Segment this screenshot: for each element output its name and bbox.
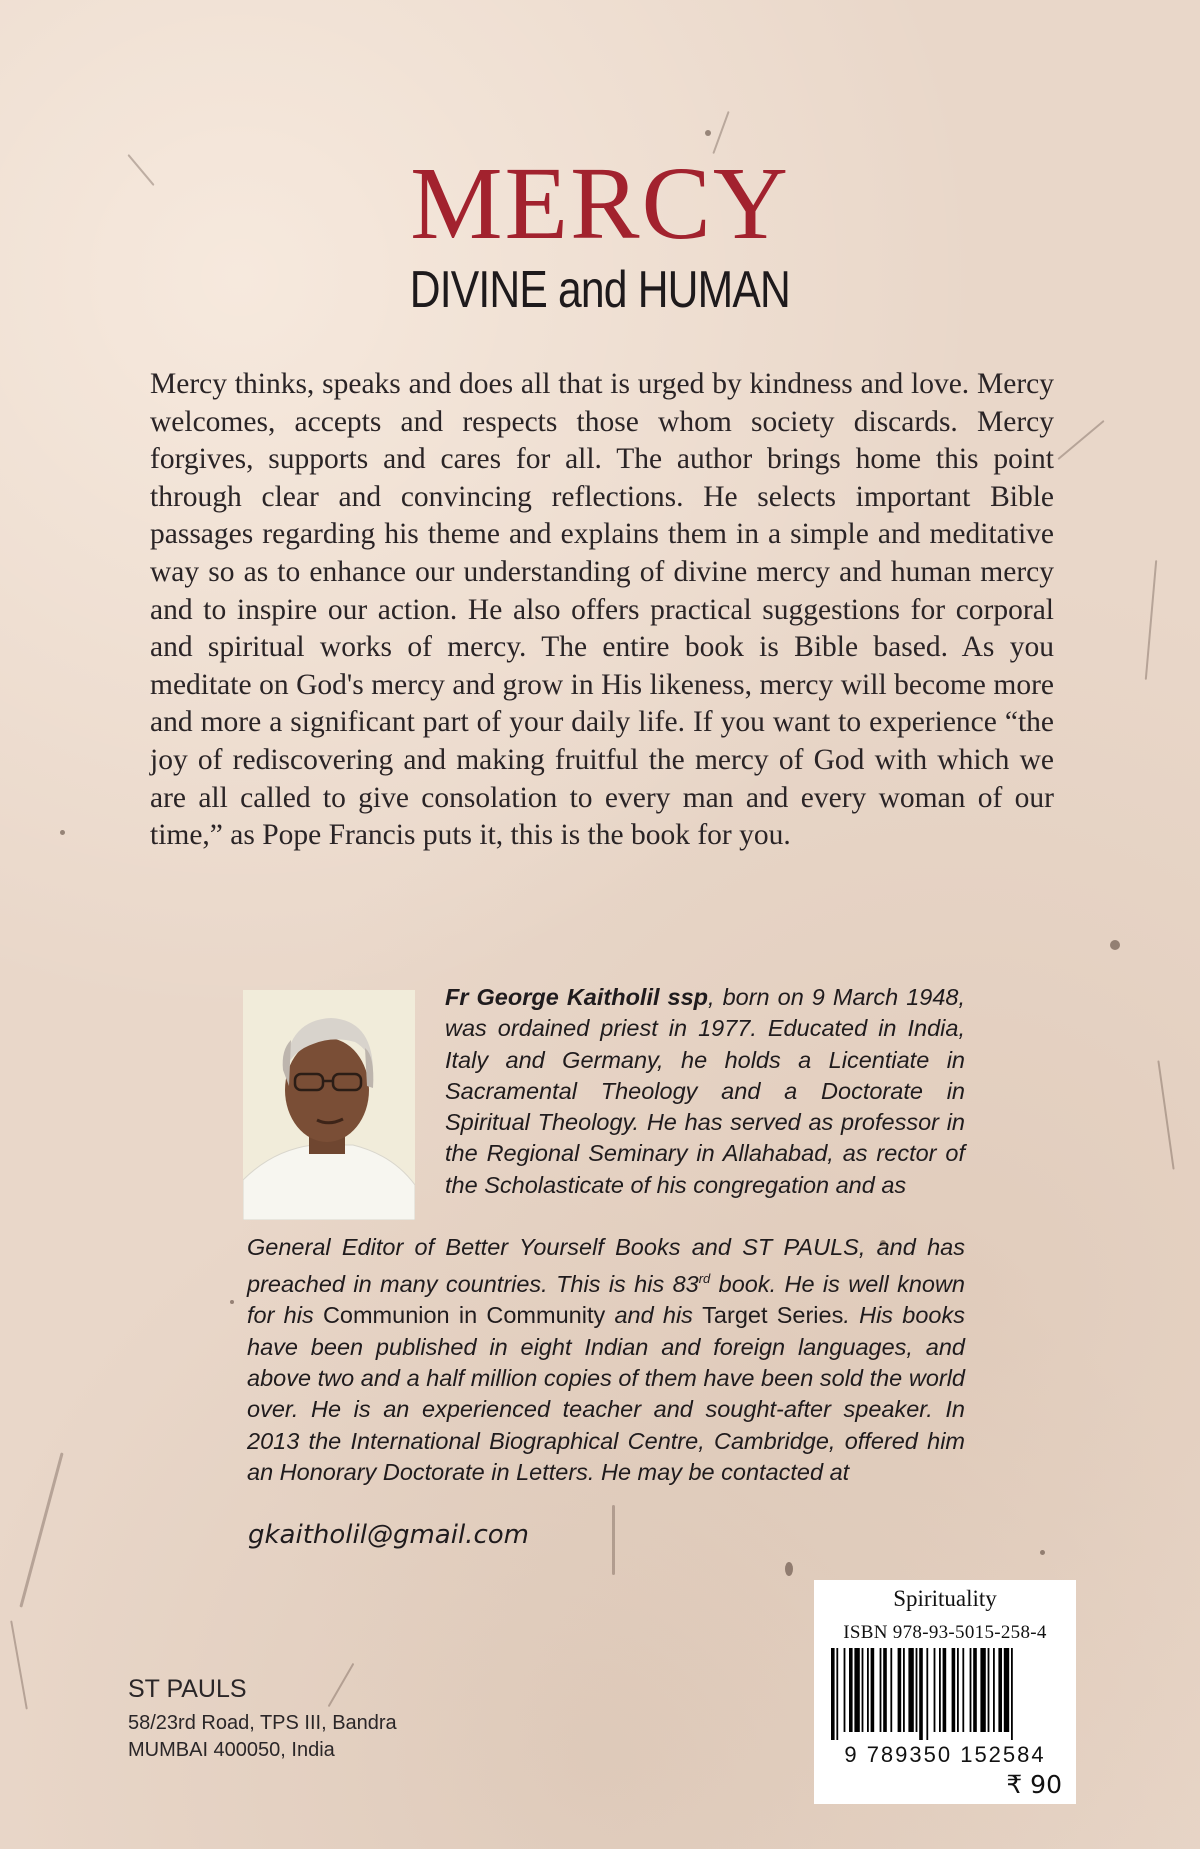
bio-text-5: . His books have been published in eight Indian and foreign languages, and above two and a half million copies of them have been sold the world over. He is an experienced teacher and sought-after speaker. In 2013 the International Biographical Centre, Cambridge, offered him an Honorary Doctorate in Letters. He may be contacted at (247, 1302, 965, 1485)
title-block (0, 146, 1200, 319)
book-description: Mercy thinks, speaks and does all that is urged by kindness and love. Mercy welcomes, accepts and respects those whom society discards. Mercy forgives, supports and cares for all. The author brings home this point through clear and convincing reflections. He selects important Bible passages regarding his theme and explains them in a simple and meditative way so as to enhance our understanding of divine mercy and human mercy and to inspire our action. He also offers practical suggestions for corporal and spiritual works of mercy. The entire book is Bible based. As you meditate on God's mercy and grow in His likeness, mercy will become more and more a significant part of your daily life. If you want to experience “the joy of rediscovering and making fruitful the mercy of God with which we are all called to give consolation to every man and every woman of our time,” as Pope Francis puts it, this is the book for you. (150, 368, 1054, 852)
bio-text-1: , born on 9 March 1948, was ordained priest in 1977. Educated in India, Italy and Germany, he holds a Licentiate in Sacramental Theology and a Doctorate in Spiritual Theology. He has served as professor in the Regional Seminary in Allahabad, as rector of the Scholasticate of his congregation and as (445, 984, 966, 1198)
category-label: Spirituality (893, 1586, 997, 1611)
author-name: Fr George Kaitholil ssp (445, 984, 709, 1010)
publisher-block (128, 1675, 397, 1764)
barcode-box (814, 1580, 1076, 1804)
bio-superscript: rd (698, 1271, 711, 1287)
series-title-1: Communion in Community (322, 1302, 606, 1329)
barcode-icon (831, 1648, 1059, 1740)
book-title: MERCY (410, 146, 790, 261)
bio-text-4: and his (605, 1302, 703, 1329)
isbn-label: ISBN 978-93-5015-258-4 (843, 1622, 1047, 1643)
bio-text-3: book. He is well known for his (247, 1271, 965, 1329)
publisher-address-line1: 58/23rd Road, TPS III, Bandra (128, 1712, 397, 1734)
bio-text-2: General Editor of Better Yourself Books and ST PAULS, and has preached in many countries. This is his 83 (247, 1234, 965, 1298)
publisher-address-line2: MUMBAI 400050, India (128, 1739, 335, 1761)
author-bio-bottom (247, 1232, 965, 1488)
price-label: ₹ 90 (1006, 1770, 1062, 1799)
author-photo (243, 990, 415, 1220)
publisher-name: ST PAULS (128, 1675, 247, 1703)
barcode-digits: 9 789350 152584 (844, 1742, 1046, 1767)
book-subtitle: DIVINE and HUMAN (409, 261, 791, 319)
author-bio-top (445, 982, 965, 1201)
series-title-2: Target Series (702, 1302, 844, 1329)
author-email: gkaitholil@gmail.com (248, 1520, 529, 1550)
